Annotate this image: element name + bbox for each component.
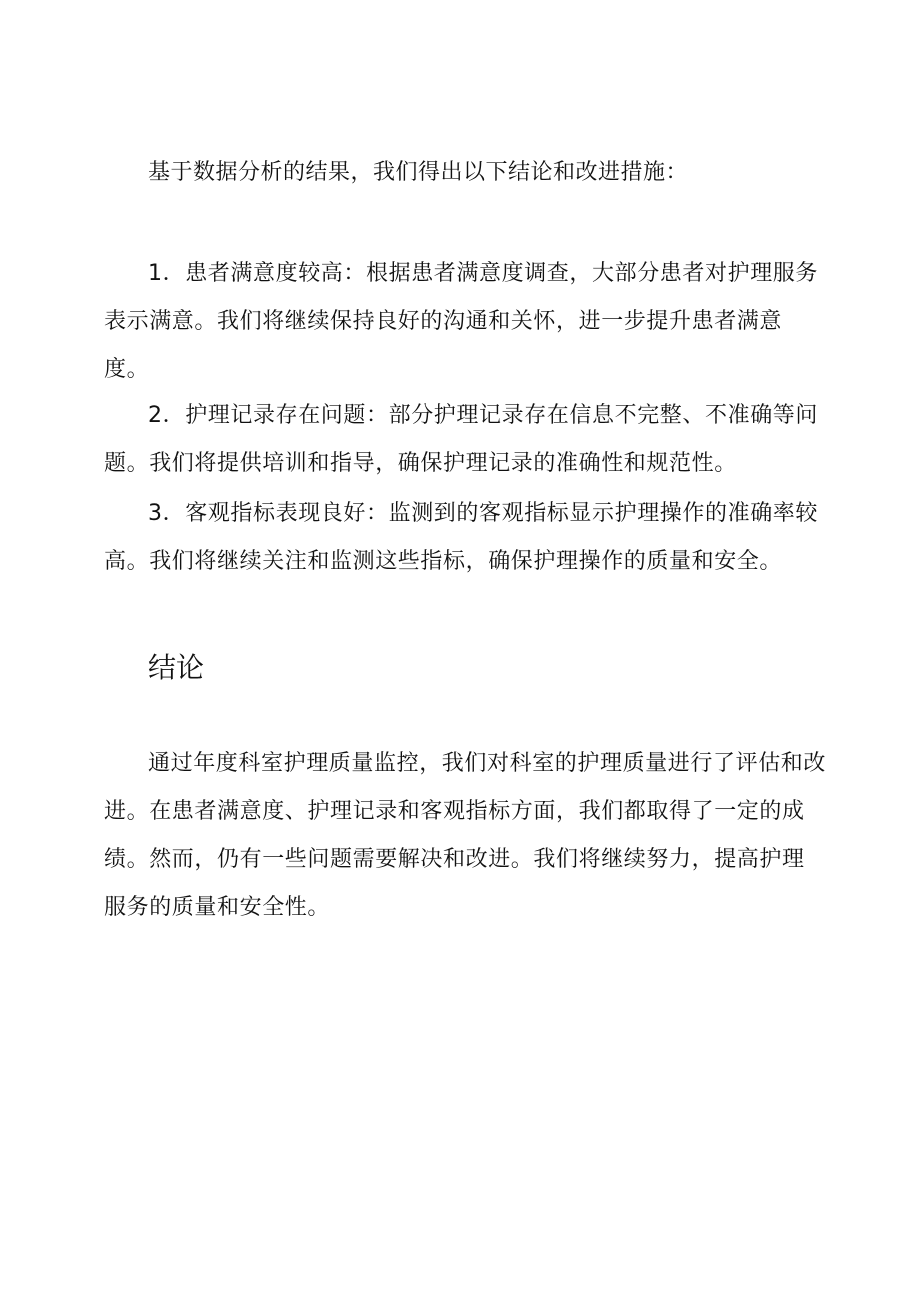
list-item-1: 1．患者满意度较高：根据患者满意度调查，大部分患者对护理服务表示满意。我们将继续保持良好的沟通和关怀，进一步提升患者满意度。	[104, 261, 818, 382]
list-item-2: 2．护理记录存在问题：部分护理记录存在信息不完整、不准确等问题。我们将提供培训和指导，确保护理记录的准确性和规范性。	[104, 403, 818, 476]
list-item-3: 3．客观指标表现良好：监测到的客观指标显示护理操作的准确率较高。我们将继续关注和监测这些指标，确保护理操作的质量和安全。	[104, 501, 818, 574]
section-heading-conclusion: 结论	[148, 651, 205, 684]
intro-paragraph: 基于数据分析的结果，我们得出以下结论和改进措施：	[148, 160, 689, 185]
conclusion-paragraph: 通过年度科室护理质量监控，我们对科室的护理质量进行了评估和改进。在患者满意度、护理记录和客观指标方面，我们都取得了一定的成绩。然而，仍有一些问题需要解决和改进。我们将继续努力，提高护理服务的质量和安全性。	[104, 751, 827, 920]
